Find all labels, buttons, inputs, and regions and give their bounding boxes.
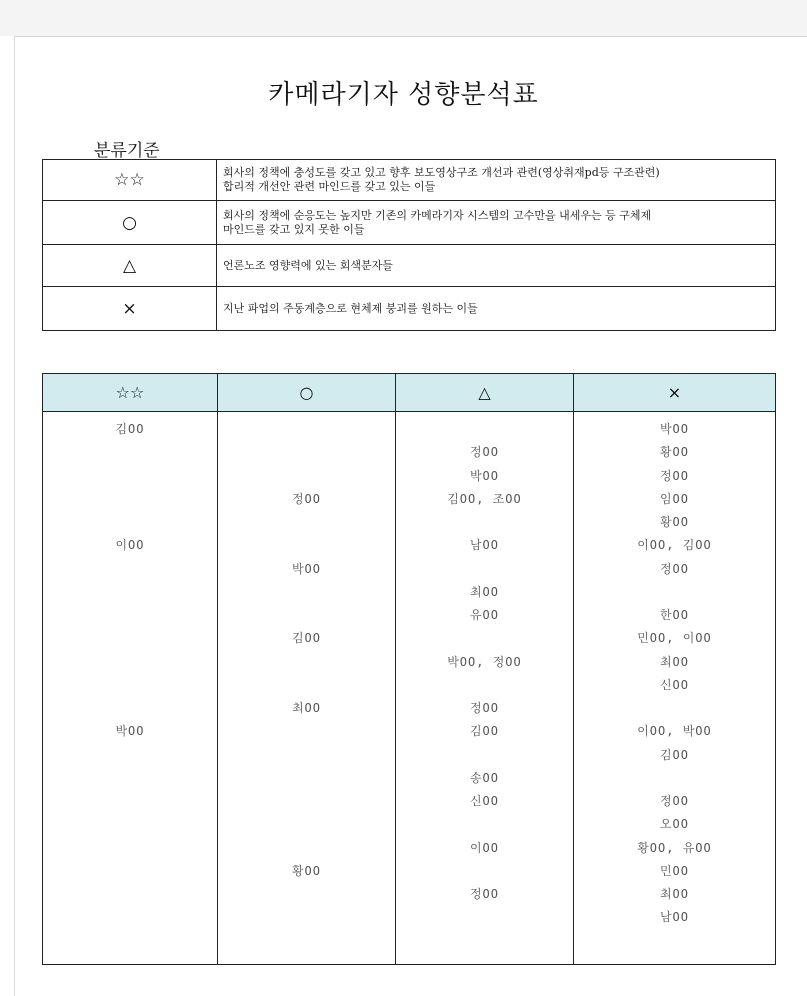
criteria-table [42,159,776,331]
criteria-desc: 지난 파업의 주동계층으로 현체제 붕괴를 원하는 이들 [217,287,776,331]
list-item: 황OO, 유OO [637,840,712,855]
list-item: 민OO, 이OO [637,631,712,646]
top-gray-bar [0,0,807,36]
criteria-desc-line2: 합리적 개선안 관련 마인드를 갖고 있는 이들 [223,180,436,193]
list-item: 남OO [659,910,690,925]
list-item: 정OO [291,491,322,506]
criteria-desc-line2: 마인드를 갖고 있지 못한 이들 [223,222,365,236]
roster-header-row [43,374,776,412]
roster-col-2 [218,412,396,965]
list-item: 박OO [291,561,322,576]
criteria-row [43,287,776,331]
criteria-desc [217,160,776,201]
criteria-desc: 언론노조 영향력에 있는 회색분자들 [217,245,776,287]
list-item: 이OO [469,840,500,855]
list-item: 박OO [115,724,145,739]
list-item: 신OO [659,677,690,692]
criteria-desc-line1: 회사의 정책에 충성도를 갖고 있고 향후 보도영상구조 개선과 관련(영상취재pd등 구조관련) [223,166,660,179]
list-item: 김OO [291,631,322,646]
list-item: 정OO [469,887,500,902]
criteria-symbol: × [43,287,217,331]
list-item: 신OO [469,794,500,809]
list-item: 김OO [469,724,500,739]
criteria-desc [217,201,776,245]
roster-header: × [574,374,776,412]
roster-header: ○ [218,374,396,412]
list-item: 김OO [115,422,145,437]
roster-col-3 [396,412,574,965]
list-item: 황OO [659,445,690,460]
list-item: 유OO [469,608,500,623]
list-item: 김OO [659,747,690,762]
list-item: 박OO, 정OO [447,654,522,669]
list-item: 김OO, 조OO [447,491,522,506]
list-item: 정OO [659,794,690,809]
list-item: 정OO [659,561,690,576]
list-item: 박OO [469,468,500,483]
roster-header: ☆☆ [43,374,218,412]
list-item: 최OO [659,887,690,902]
roster-col-4 [574,412,776,965]
list-item: 정OO [659,468,690,483]
criteria-symbol: △ [43,245,217,287]
list-item: 이OO [115,538,145,553]
list-item: 오OO [659,817,690,832]
list-item: 최OO [291,701,322,716]
roster-body-row [43,412,776,965]
list-item: 정OO [469,445,500,460]
list-item: 이OO, 박OO [637,724,712,739]
list-item: 황OO [291,863,322,878]
list-item: 남OO [469,538,500,553]
list-item: 송OO [469,770,500,785]
document-title: 카메라기자 성향분석표 [268,80,539,110]
criteria-desc-line1: 회사의 정책에 순응도는 높지만 기존의 카메라기자 시스템의 고수만을 내세우는 등 구체제 [223,208,652,222]
roster-col-1 [43,412,218,965]
criteria-label: 분류기준 [94,141,160,161]
list-item: 한OO [659,608,690,623]
criteria-symbol: ○ [43,201,217,245]
list-item: 민OO [659,863,690,878]
roster-table [42,373,776,965]
list-item: 최OO [469,584,500,599]
criteria-row [43,201,776,245]
list-item: 박OO [659,422,690,437]
criteria-row [43,245,776,287]
criteria-row [43,160,776,201]
list-item: 정OO [469,701,500,716]
list-item: 이OO, 김OO [637,538,712,553]
list-item: 황OO [659,515,690,530]
criteria-symbol: ☆☆ [43,160,217,201]
list-item: 최OO [659,654,690,669]
roster-header: △ [396,374,574,412]
list-item: 임OO [659,491,690,506]
